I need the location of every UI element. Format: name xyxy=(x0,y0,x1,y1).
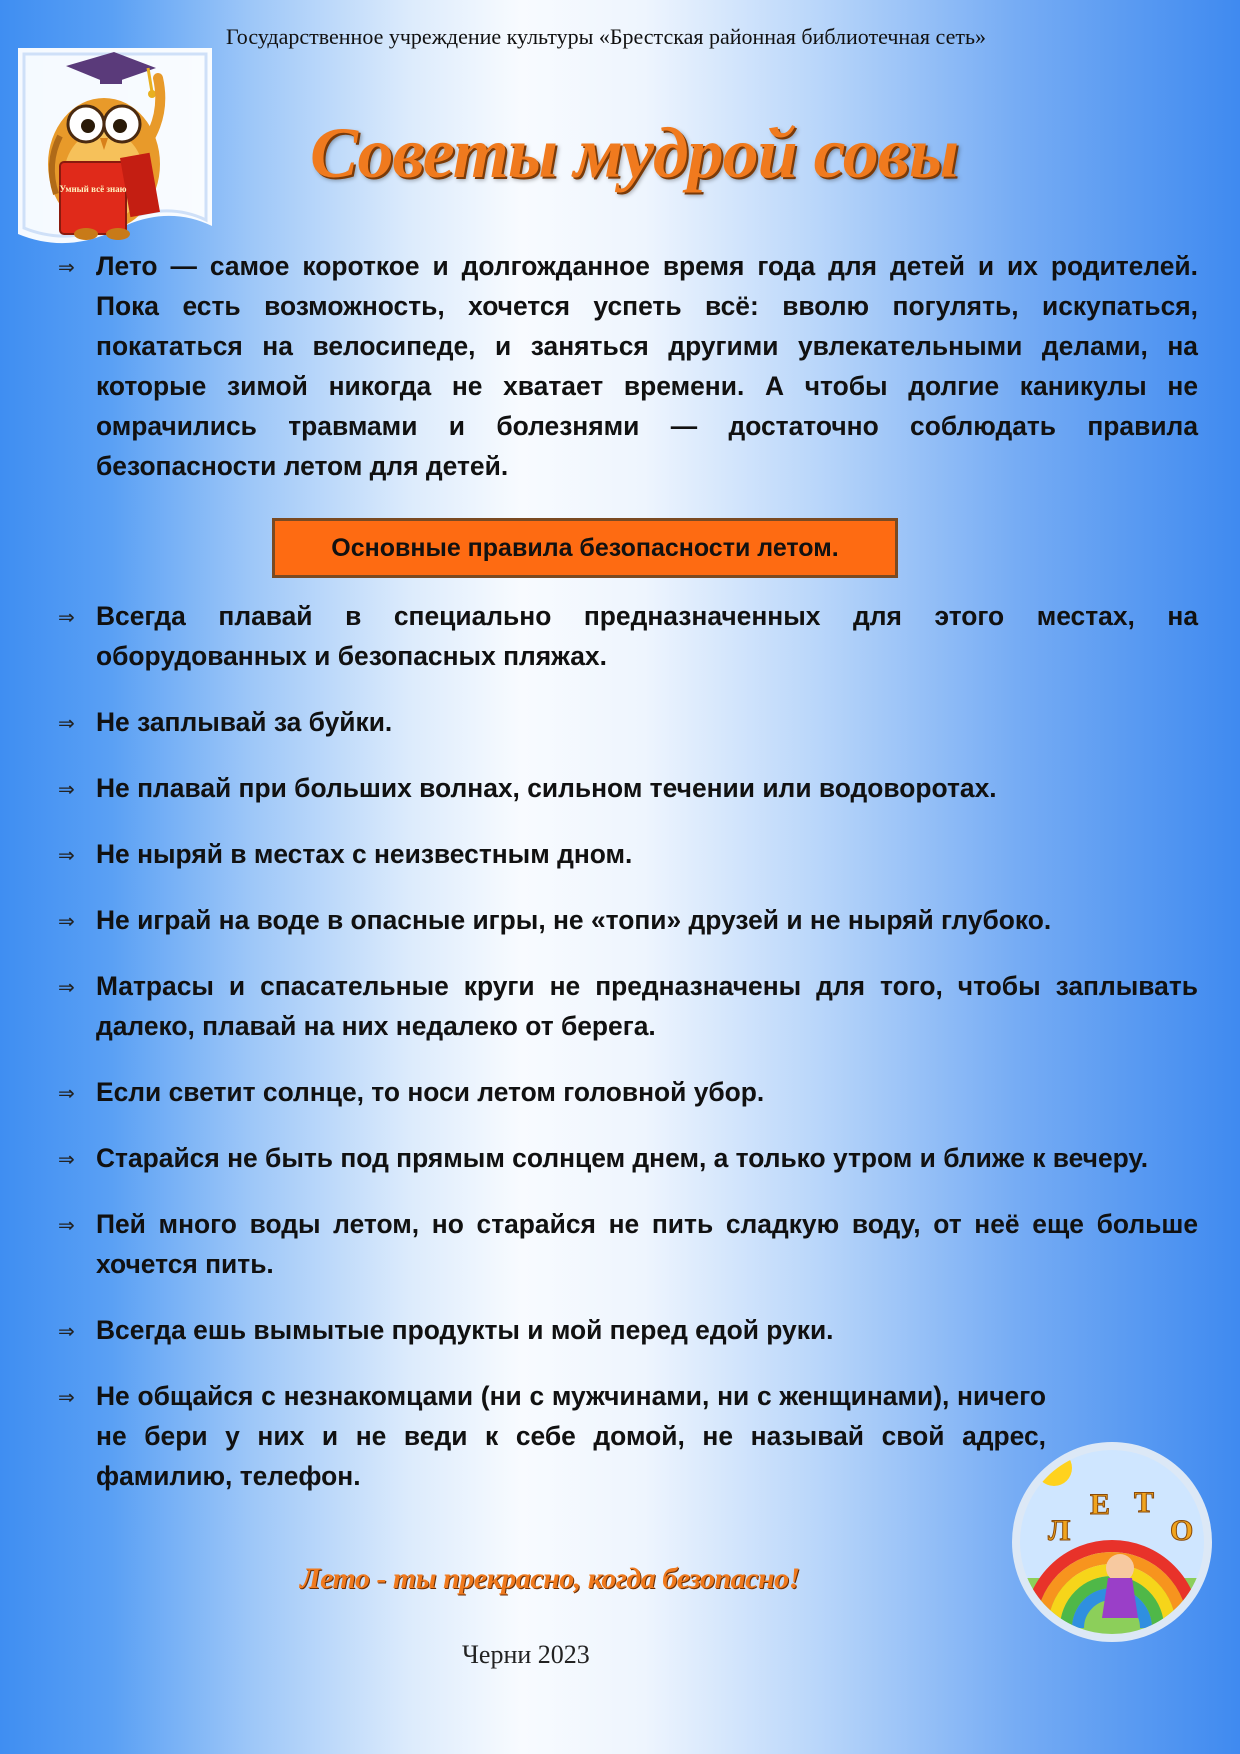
organization-header: Государственное учреждение культуры «Брестская районная библиотечная сеть» xyxy=(226,24,986,49)
double-arrow-right-icon: ⇒ xyxy=(58,843,75,867)
double-arrow-right-icon: ⇒ xyxy=(58,711,75,735)
rule-text: Не заплывай за буйки. xyxy=(96,707,393,737)
double-arrow-right-icon: ⇒ xyxy=(58,975,75,999)
badge-letter: Е xyxy=(1090,1488,1111,1521)
double-arrow-right-icon: ⇒ xyxy=(58,909,75,933)
list-item xyxy=(58,1138,1198,1178)
rule-text: Не плавай при больших волнах, сильном течении или водоворотах. xyxy=(96,773,997,803)
slogan: Лето - ты прекрасно, когда безопасно! xyxy=(300,1562,800,1595)
list-item xyxy=(58,1072,1198,1112)
badge-letter: Л xyxy=(1048,1514,1071,1547)
owl-emblem-icon xyxy=(16,44,244,250)
list-item xyxy=(58,246,1198,486)
book-text: Умный всё знаю xyxy=(59,184,127,194)
summer-badge-icon xyxy=(1010,1428,1214,1654)
rule-text: Всегда ешь вымытые продукты и мой перед едой руки. xyxy=(96,1315,834,1345)
list-item xyxy=(58,1204,1198,1284)
rule-text: Не играй на воде в опасные игры, не «топи» друзей и не ныряй глубоко. xyxy=(96,905,1052,935)
double-arrow-right-icon: ⇒ xyxy=(58,1319,75,1343)
list-item xyxy=(58,768,1198,808)
double-arrow-right-icon: ⇒ xyxy=(58,255,75,279)
list-item xyxy=(58,900,1198,940)
rule-text: Не ныряй в местах с неизвестным дном. xyxy=(96,839,633,869)
list-item xyxy=(58,966,1198,1046)
rules-list xyxy=(58,596,1198,1522)
page-title: Советы мудрой совы xyxy=(310,113,958,193)
list-item xyxy=(58,834,1198,874)
rule-text: Пей много воды летом, но старайся не пить сладкую воду, от неё еще больше хочется пить. xyxy=(96,1209,1198,1279)
rule-text: Если светит солнце, то носи летом головной убор. xyxy=(96,1077,765,1107)
rule-text: Не общайся с незнакомцами (ни с мужчинами, ни с женщинами), ничего не бери у них и не веди к себе домой, не называй свой адрес, фамилию, телефон. xyxy=(96,1381,1046,1491)
intro-paragraph xyxy=(58,246,1198,486)
double-arrow-right-icon: ⇒ xyxy=(58,605,75,629)
double-arrow-right-icon: ⇒ xyxy=(58,1213,75,1237)
rules-heading: Основные правила безопасности летом. xyxy=(272,518,898,578)
badge-letter: Т xyxy=(1134,1486,1155,1519)
double-arrow-right-icon: ⇒ xyxy=(58,1147,75,1171)
rule-text: Матрасы и спасательные круги не предназначены для того, чтобы заплывать далеко, плавай на них недалеко от берега. xyxy=(96,971,1198,1041)
rule-text: Старайся не быть под прямым солнцем днем, а только утром и ближе к вечеру. xyxy=(96,1143,1149,1173)
footer-place-year: Черни 2023 xyxy=(462,1640,590,1669)
badge-letter: О xyxy=(1170,1514,1194,1547)
list-item xyxy=(58,596,1198,676)
list-item xyxy=(58,1310,1198,1350)
double-arrow-right-icon: ⇒ xyxy=(58,1081,75,1105)
list-item xyxy=(58,702,1198,742)
intro-text: Лето — самое короткое и долгожданное время года для детей и их родителей. Пока есть возможность, хочется успеть всё: вволю погулять, искупаться, покататься на велосипеде, и заняться другими увлекательными делами, на которые зимой никогда не хватает времени. А чтобы долгие каникулы не омрачились травмами и болезнями — достаточно соблюдать правила безопасности летом для детей. xyxy=(96,251,1198,481)
rule-text: Всегда плавай в специально предназначенных для этого местах, на оборудованных и безопасных пляжах. xyxy=(96,601,1198,671)
double-arrow-right-icon: ⇒ xyxy=(58,1385,75,1409)
double-arrow-right-icon: ⇒ xyxy=(58,777,75,801)
